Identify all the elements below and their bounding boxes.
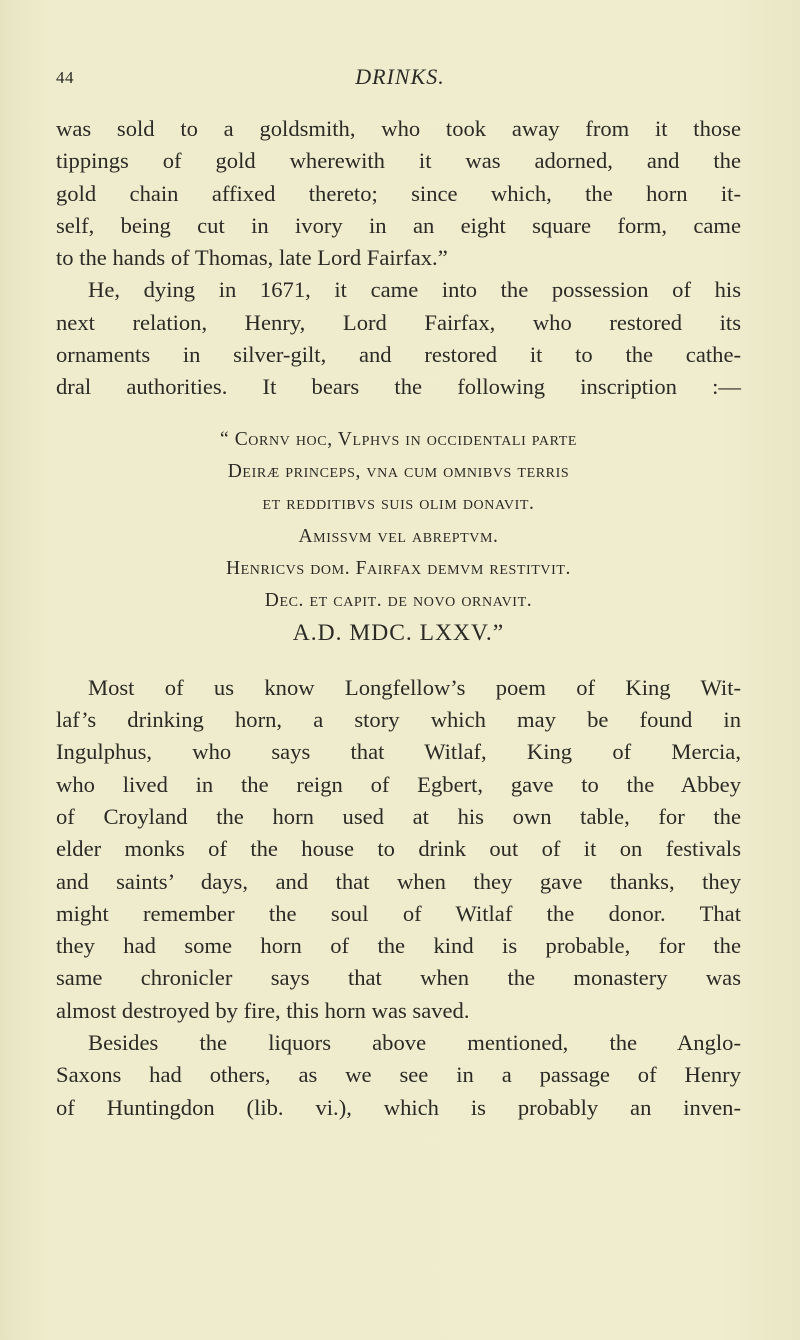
text-line: elder monks of the house to drink out of it on festivals [56,836,741,862]
text-line: Ingulphus, who says that Witlaf, King of Mercia, [56,739,741,765]
text-line: of Huntingdon (lib. vi.), which is probably an inven- [56,1094,741,1120]
body-text [56,113,741,1124]
inscription-line: “ Cornv hoc, Vlphvs in occidentali parte [219,428,578,450]
text-line: dral authorities. It bears the following inscription :— [56,374,741,400]
inscription-line: Dec. et capit. de novo ornavit. [264,590,533,612]
inscription-line: Deiræ princeps, vna cum omnibvs terris [227,460,570,482]
text-line: who lived in the reign of Egbert, gave to the Abbey [56,771,741,797]
text-line: He, dying in 1671, it came into the possession of his [88,277,741,303]
text-line: gold chain affixed thereto; since which, the horn it- [56,180,741,206]
running-head: DRINKS. [355,64,445,89]
inscription-line: Henricvs dom. Fairfax demvm restitvit. [225,557,572,579]
text-line: tippings of gold wherewith it was adorned, and the [56,148,741,174]
inscription-line: Amissvm vel abreptvm. [298,525,499,547]
text-line: to the hands of Thomas, late Lord Fairfax.” [56,245,448,271]
text-line: almost destroyed by fire, this horn was saved. [56,997,470,1023]
text-line: same chronicler says that when the monastery was [56,965,741,991]
text-line: self, being cut in ivory in an eight square form, came [56,212,741,238]
text-line: and saints’ days, and that when they gave thanks, they [56,868,741,894]
text-line: of Croyland the horn used at his own table, for the [56,803,741,829]
inscription-block [56,424,741,650]
text-line: might remember the soul of Witlaf the donor. That [56,900,741,926]
page-header [56,60,744,94]
text-line: Besides the liquors above mentioned, the Anglo- [88,1030,741,1056]
text-line: they had some horn of the kind is probable, for the [56,933,741,959]
paragraph [56,274,741,403]
inscription-date: A.D. MDC. LXXV.” [292,620,505,647]
text-line: laf’s drinking horn, a story which may be found in [56,707,741,733]
text-line: Saxons had others, as we see in a passage of Henry [56,1062,741,1088]
text-line: next relation, Henry, Lord Fairfax, who restored its [56,309,741,335]
paragraph [56,672,741,1027]
paragraph [56,1027,741,1124]
text-line: ornaments in silver-gilt, and restored it to the cathe- [56,342,741,368]
text-line: Most of us know Longfellow’s poem of King Wit- [88,674,741,700]
paragraph [56,113,741,274]
inscription-line: et redditibvs suis olim donavit. [262,493,535,515]
text-line: was sold to a goldsmith, who took away from it those [56,116,741,141]
page-number: 44 [56,68,74,87]
